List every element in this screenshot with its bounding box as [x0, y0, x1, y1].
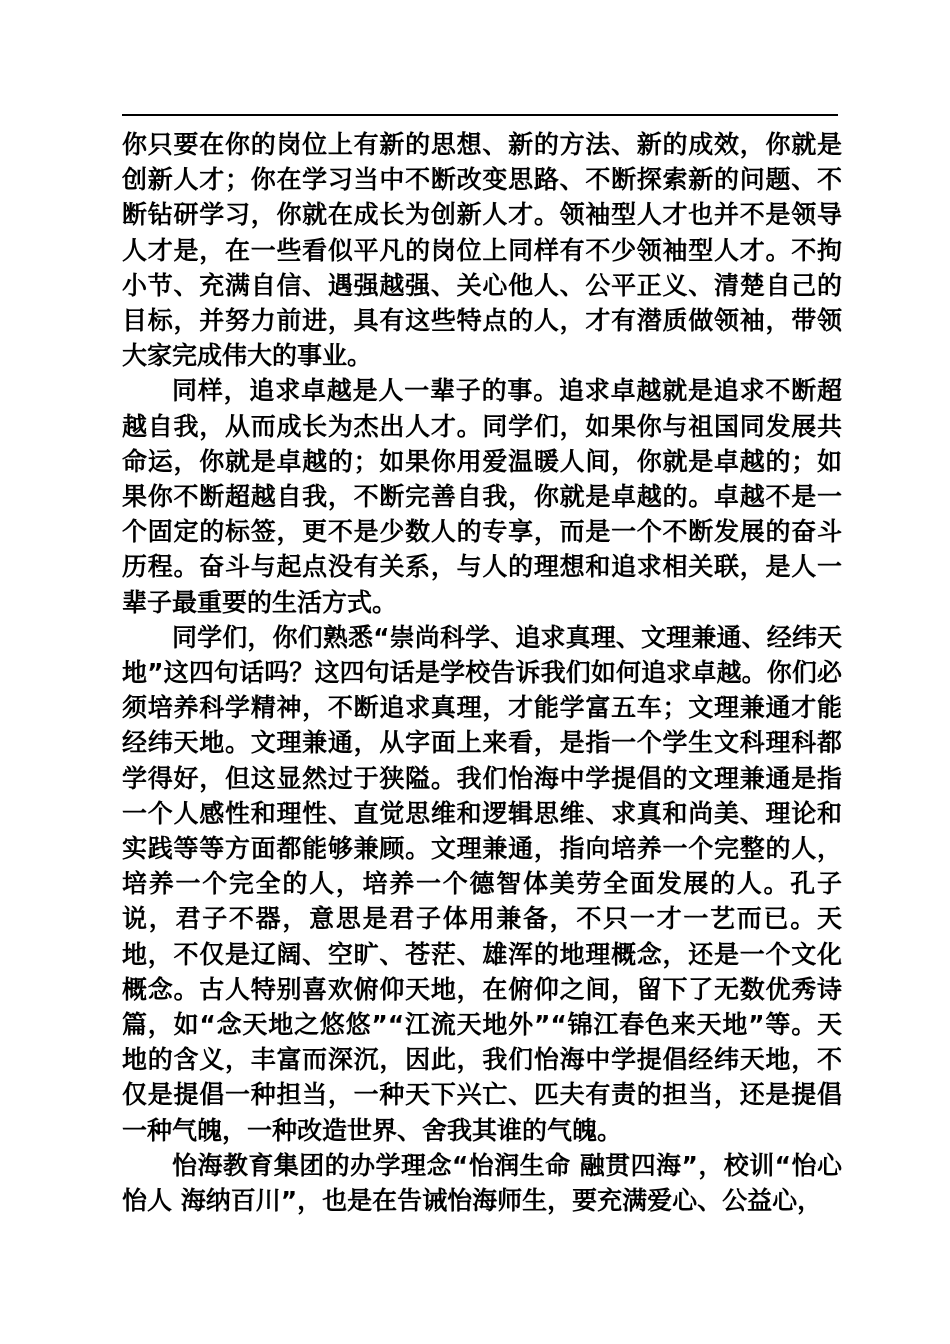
- paragraph-2: 同样，追求卓越是人一辈子的事。追求卓越就是追求不断超越自我，从而成长为杰出人才。同学们，如果你与祖国同发展共命运，你就是卓越的；如果你用爱温暖人间，你就是卓越的；如果你不断超越自我，不断完善自我，你就是卓越的。卓越不是一个固定的标签，更不是少数人的专享，而是一个不断发展的奋斗历程。奋斗与起点没有关系，与人的理想和追求相关联，是人一辈子最重要的生活方式。: [122, 376, 842, 617]
- header-rule: [122, 114, 838, 116]
- paragraph-1: 你只要在你的岗位上有新的思想、新的方法、新的成效，你就是创新人才；你在学习当中不断改变思路、不断探索新的问题、不断钻研学习，你就在成长为创新人才。领袖型人才也并不是领导人才是，在一些看似平凡的岗位上同样有不少领袖型人才。不拘小节、充满自信、遇强越强、关心他人、公平正义、清楚自己的目标，并努力前进，具有这些特点的人，才有潜质做领袖，带领大家完成伟大的事业。: [122, 130, 842, 371]
- paragraph-4: 怡海教育集团的办学理念“怡润生命 融贯四海”，校训“怡心怡人 海纳百川”，也是在告诫怡海师生，要充满爱心、公益心，: [122, 1150, 842, 1216]
- paragraph-3: 同学们，你们熟悉“崇尚科学、追求真理、文理兼通、经纬天地”这四句话吗？这四句话是学校告诉我们如何追求卓越。你们必须培养科学精神，不断追求真理，才能学富五车；文理兼通才能经纬天地。文理兼通，从字面上来看，是指一个学生文科理科都学得好，但这显然过于狭隘。我们怡海中学提倡的文理兼通是指一个人感性和理性、直觉思维和逻辑思维、求真和尚美、理论和实践等等方面都能够兼顾。文理兼通，指向培养一个完整的人，培养一个完全的人，培养一个德智体美劳全面发展的人。孔子说，君子不器，意思是君子体用兼备，不只一才一艺而已。天地，不仅是辽阔、空旷、苍茫、雄浑的地理概念，还是一个文化概念。古人特别喜欢俯仰天地，在俯仰之间，留下了无数优秀诗篇，如“念天地之悠悠”“江流天地外”“锦江春色来天地”等。天地的含义，丰富而深沉，因此，我们怡海中学提倡经纬天地，不仅是提倡一种担当，一种天下兴亡、匹夫有责的担当，还是提倡一种气魄，一种改造世界、舍我其谁的气魄。: [122, 622, 842, 1145]
- body-text: [122, 127, 842, 1218]
